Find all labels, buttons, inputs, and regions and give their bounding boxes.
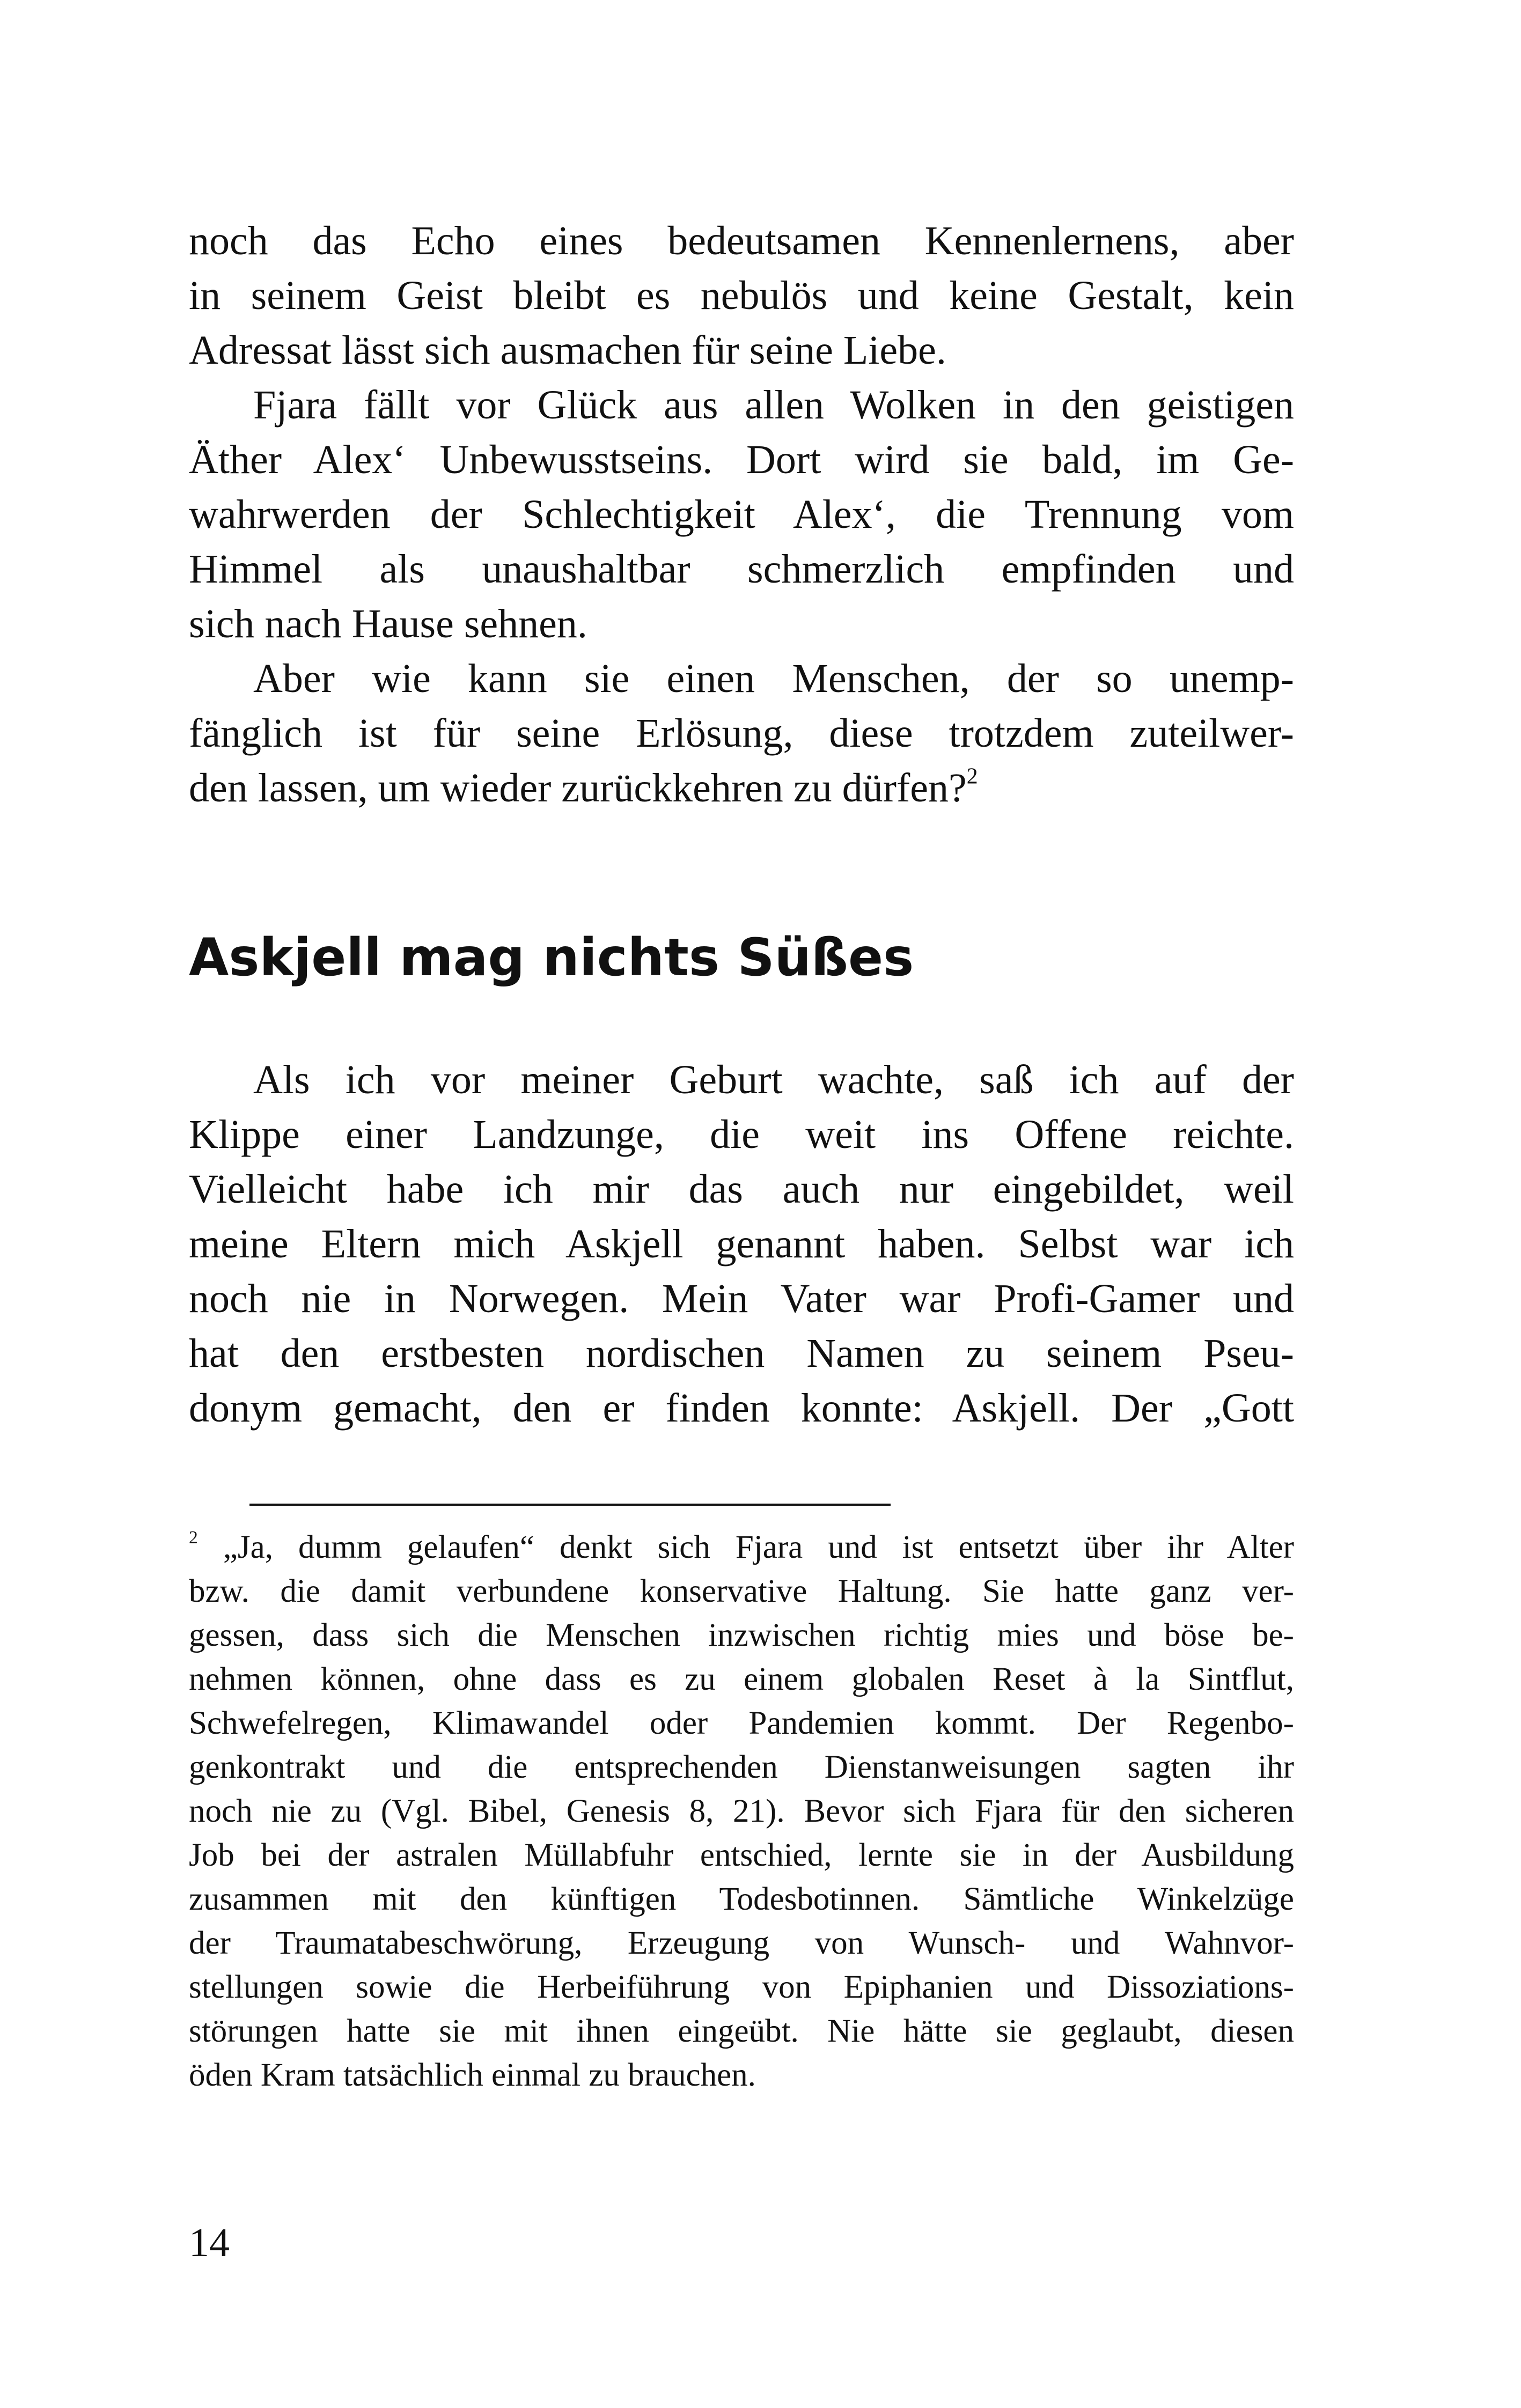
footnote-line: zusammen mit den künftigen Todesbotinnen. Sämtliche Winkelzüge	[189, 1881, 1294, 1917]
text-line: Adressat lässt sich ausmachen für seine Liebe.	[189, 328, 946, 373]
footnote-line: genkontrakt und die entsprechenden Dienstanweisungen sagten ihr	[189, 1749, 1294, 1785]
chapter-heading: Askjell mag nichts Süßes	[189, 927, 914, 988]
text-line: Fjara fällt vor Glück aus allen Wolken in den geistigen	[253, 382, 1294, 428]
text-line: Klippe einer Landzunge, die weit ins Offene reichte.	[189, 1112, 1294, 1157]
footnote-line: öden Kram tatsächlich einmal zu brauchen.	[189, 2057, 756, 2093]
footnote-line: Schwefelregen, Klimawandel oder Pandemien kommt. Der Regenbo-	[189, 1705, 1294, 1741]
text-line: fänglich ist für seine Erlösung, diese trotzdem zuteilwer-	[189, 711, 1294, 756]
text-line: wahrwerden der Schlechtigkeit Alex‘, die Trennung vom	[189, 492, 1294, 537]
text-line-with-footnote-ref	[189, 761, 1294, 815]
text-line: Äther Alex‘ Unbewusstseins. Dort wird sie bald, im Ge-	[189, 437, 1294, 482]
footnote-text: „Ja, dumm gelaufen“ denkt sich Fjara und ist entsetzt über ihr Alter	[197, 1529, 1294, 1565]
text-line: in seinem Geist bleibt es nebulös und keine Gestalt, kein	[189, 273, 1294, 318]
footnote-line: Job bei der astralen Müllabfuhr entschied, lernte sie in der Ausbildung	[189, 1837, 1294, 1873]
text-line: meine Eltern mich Askjell genannt haben. Selbst war ich	[189, 1221, 1294, 1266]
footnote-line: störungen hatte sie mit ihnen eingeübt. Nie hätte sie geglaubt, diesen	[189, 2013, 1294, 2049]
text-line: sich nach Hause sehnen.	[189, 601, 587, 646]
text-line: donym gemacht, den er finden konnte: Askjell. Der „Gott	[189, 1386, 1294, 1431]
body-text-top	[189, 213, 1294, 815]
footnote-line: nehmen können, ohne dass es zu einem globalen Reset à la Sintflut,	[189, 1661, 1294, 1697]
page-number: 14	[189, 2220, 230, 2265]
footnote-reference: 2	[966, 764, 978, 789]
footnote-marker: 2	[189, 1528, 198, 1548]
footnote-line: bzw. die damit verbundene konservative Haltung. Sie hatte ganz ver-	[189, 1573, 1294, 1609]
footnote-line: stellungen sowie die Herbeiführung von Epiphanien und Dissoziations-	[189, 1969, 1294, 2005]
footnote-line: noch nie zu (Vgl. Bibel, Genesis 8, 21). Bevor sich Fjara für den sicheren	[189, 1793, 1294, 1829]
text-line: noch das Echo eines bedeutsamen Kennenlernens, aber	[189, 218, 1294, 263]
text-line: Vielleicht habe ich mir das auch nur eingebildet, weil	[189, 1167, 1294, 1212]
footnote-line	[189, 1526, 1294, 1570]
body-text-bottom	[189, 1052, 1294, 1435]
text-line: noch nie in Norwegen. Mein Vater war Profi-Gamer und	[189, 1276, 1294, 1321]
footnote	[189, 1526, 1294, 2097]
text-line: hat den erstbesten nordischen Namen zu seinem Pseu-	[189, 1331, 1294, 1376]
text-line: Aber wie kann sie einen Menschen, der so unemp-	[253, 656, 1294, 701]
text-line: Himmel als unaushaltbar schmerzlich empfinden und	[189, 547, 1294, 592]
text-line: Als ich vor meiner Geburt wachte, saß ich auf der	[253, 1057, 1294, 1102]
footnote-line: der Traumatabeschwörung, Erzeugung von Wunsch- und Wahnvor-	[189, 1925, 1294, 1961]
footnote-divider	[249, 1504, 891, 1506]
text-line: den lassen, um wieder zurückkehren zu dürfen?	[189, 765, 967, 811]
footnote-line: gessen, dass sich die Menschen inzwischen richtig mies und böse be-	[189, 1617, 1294, 1653]
